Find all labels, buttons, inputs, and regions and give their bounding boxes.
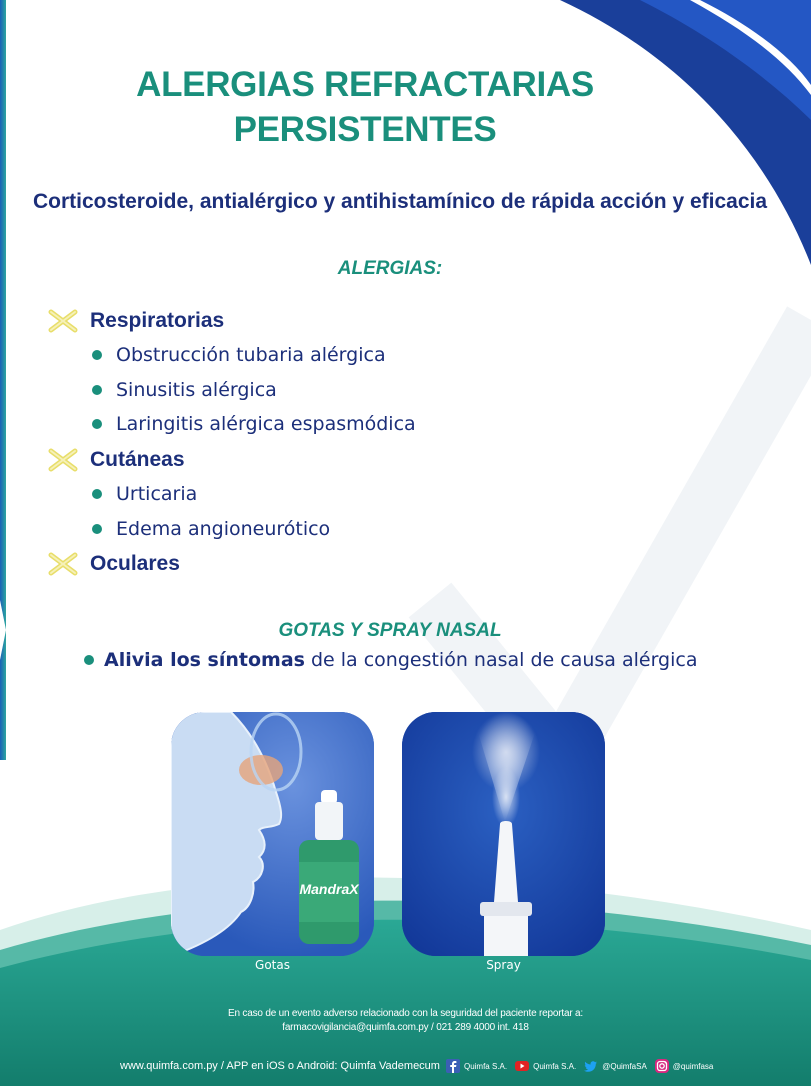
page-title	[100, 62, 630, 152]
category-label: Oculares	[90, 552, 180, 575]
footer-social-row	[120, 1058, 721, 1074]
x-bullet-icon	[48, 448, 78, 472]
list-item	[92, 480, 197, 508]
category-respiratorias	[48, 307, 224, 335]
watermark-check	[430, 320, 811, 760]
category-cutaneas	[48, 446, 185, 474]
facebook-icon[interactable]	[446, 1059, 460, 1073]
bullet-dot-icon	[92, 385, 102, 395]
bullet-dot-icon	[92, 489, 102, 499]
category-label: Respiratorias	[90, 309, 225, 332]
gotas-illustration	[171, 712, 374, 956]
product-label: MandraX	[299, 881, 359, 897]
title-line-1: ALERGIAS REFRACTARIAS	[136, 65, 594, 104]
list-item	[92, 376, 277, 404]
bullet-dot-icon	[84, 655, 94, 665]
alergias-heading: ALERGIAS:	[337, 258, 443, 279]
x-bullet-icon	[48, 552, 78, 576]
youtube-handle[interactable]: Quimfa S.A.	[533, 1061, 577, 1071]
category-oculares	[48, 550, 180, 578]
title-line-2: PERSISTENTES	[233, 110, 497, 149]
list-item	[92, 515, 330, 543]
spray-image-card	[402, 712, 605, 956]
facebook-handle[interactable]: Quimfa S.A.	[463, 1061, 508, 1071]
alivia-bold: Alivia los síntomas	[104, 649, 305, 671]
bullet-dot-icon	[92, 419, 102, 429]
bullet-dot-icon	[92, 524, 102, 534]
footer-contact-line: farmacovigilancia@quimfa.com.py / 021 289 4000 int. 418	[282, 1022, 529, 1033]
gotas-image-card	[171, 712, 374, 956]
subtitle: Corticosteroide, antialérgico y antihistamínico de rápida acción y eficacia	[32, 190, 768, 213]
instagram-icon[interactable]	[655, 1059, 669, 1073]
caption-gotas: Gotas	[255, 958, 290, 972]
list-item-label: Sinusitis alérgica	[116, 379, 277, 401]
twitter-handle[interactable]: @QuimfaSA	[602, 1061, 647, 1071]
list-item	[92, 341, 386, 369]
instagram-handle[interactable]: @quimfasa	[672, 1061, 714, 1071]
alivia-line	[84, 646, 697, 674]
x-bullet-icon	[48, 309, 78, 333]
footer-report-line: En caso de un evento adverso relacionado con la seguridad del paciente reportar a:	[228, 1008, 583, 1019]
bullet-dot-icon	[92, 350, 102, 360]
category-label: Cutáneas	[90, 448, 185, 471]
gotas-spray-heading: GOTAS Y SPRAY NASAL	[278, 620, 502, 641]
caption-spray: Spray	[486, 958, 521, 972]
list-item-label: Laringitis alérgica espasmódica	[116, 413, 416, 435]
list-item-label: Obstrucción tubaria alérgica	[116, 344, 386, 366]
list-item-label: Urticaria	[116, 483, 198, 505]
list-item	[92, 410, 416, 438]
list-item-label: Edema angioneurótico	[116, 518, 331, 540]
spray-illustration	[402, 712, 605, 956]
alivia-rest: de la congestión nasal de causa alérgica	[310, 649, 698, 671]
youtube-icon[interactable]	[515, 1059, 529, 1073]
footer-web-link[interactable]: www.quimfa.com.py / APP en iOS o Android: Quimfa Vademecum	[120, 1060, 440, 1072]
twitter-icon[interactable]	[584, 1059, 598, 1073]
